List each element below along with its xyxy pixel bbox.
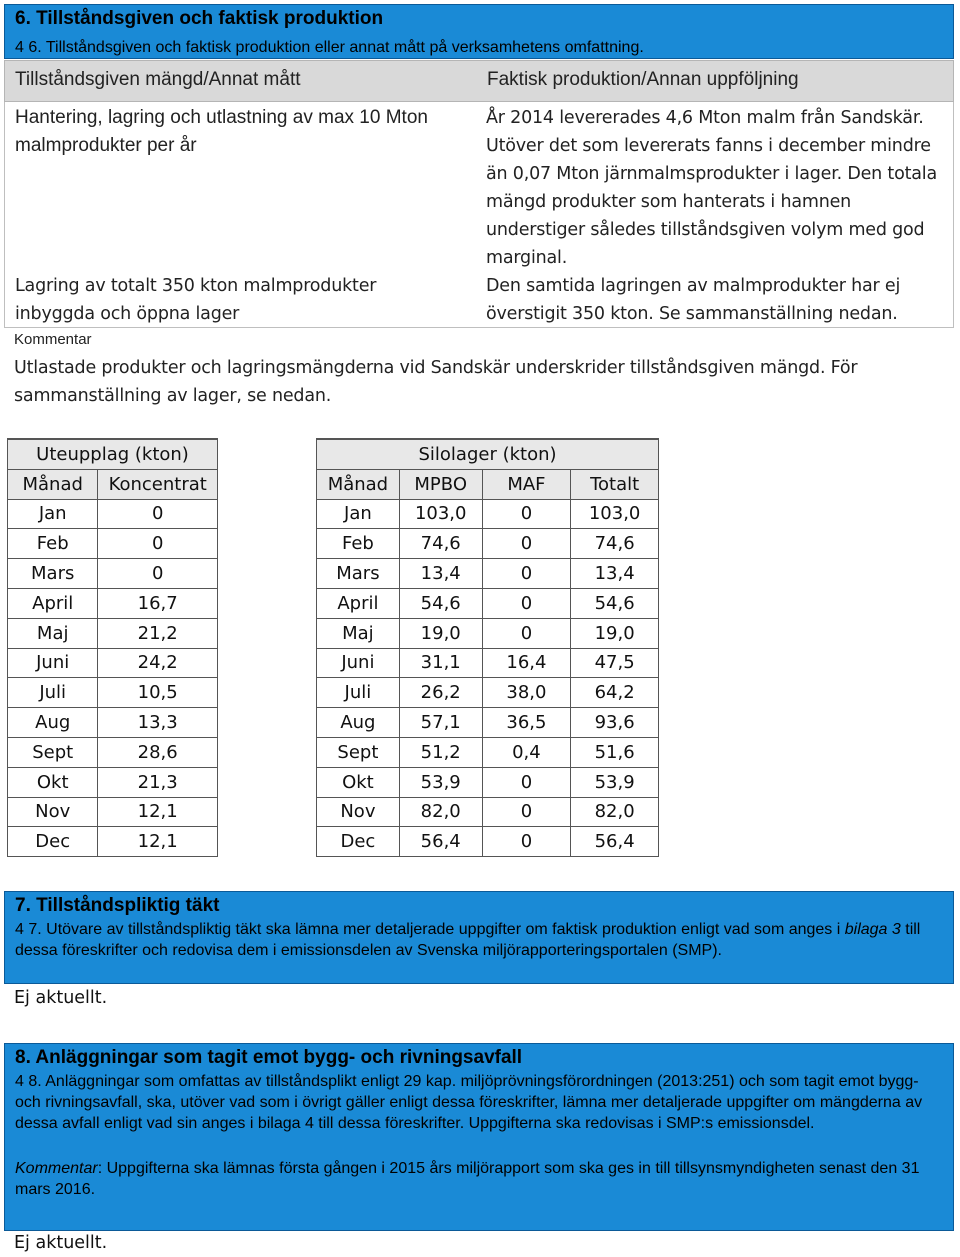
permit-row1-right: År 2014 levererades 4,6 Mton malm från Sandskär. Utöver det som levererats fanns i december mindre än 0,07 Mton järnmalmsprodukter i lager. Den totala mängd produkter som hanterats i hamnen understiger således tillståndsgiven volym med god marginal. <box>486 108 937 268</box>
silolager-cell: 57,1 <box>399 708 482 738</box>
silolager-cell: 0 <box>482 499 571 529</box>
uteupplag-cell: Juli <box>8 678 98 708</box>
uteupplag-cell: Juni <box>8 648 98 678</box>
uteupplag-cell: 13,3 <box>98 708 218 738</box>
uteupplag-row <box>8 499 218 529</box>
uteupplag-row <box>8 648 218 678</box>
silolager-cell: 0 <box>482 618 571 648</box>
silolager-cell: 53,9 <box>399 767 482 797</box>
permit-table-header <box>4 60 954 102</box>
silolager-cell: 74,6 <box>571 529 659 559</box>
comment-label: Kommentar <box>14 331 92 348</box>
uteupplag-cell: Jan <box>8 499 98 529</box>
section-8-comment-text: : Uppgifterna ska lämnas första gången i 2015 års miljörapport som ska ges in till tillsynsmyndigheten senast den 31 mars 2016. <box>15 1160 920 1198</box>
silolager-cell: Juni <box>317 648 400 678</box>
silolager-cell: 82,0 <box>399 797 482 827</box>
permit-header-right: Faktisk produktion/Annan uppföljning <box>487 69 799 90</box>
uteupplag-cell: 10,5 <box>98 678 218 708</box>
silolager-cell: 103,0 <box>571 499 659 529</box>
silolager-row <box>317 708 659 738</box>
uteupplag-cell: 0 <box>98 529 218 559</box>
silolager-row <box>317 648 659 678</box>
silolager-cell: 0 <box>482 797 571 827</box>
section-7-text <box>15 919 943 961</box>
permit-row2-left: Lagring av totalt 350 kton malmprodukter inbyggda och öppna lager <box>15 276 377 324</box>
silolager-cell: 56,4 <box>399 827 482 857</box>
section-8-comment <box>15 1158 943 1200</box>
uteupplag-row <box>8 559 218 589</box>
uteupplag-cell: 12,1 <box>98 827 218 857</box>
section-8-comment-label: Kommentar <box>15 1160 98 1177</box>
uteupplag-row <box>8 827 218 857</box>
permit-row2-right: Den samtida lagringen av malmprodukter har ej överstigit 350 kton. Se sammanställning nedan. <box>486 276 901 324</box>
silolager-row <box>317 737 659 767</box>
silolager-cell: 19,0 <box>571 618 659 648</box>
silolager-cell: 103,0 <box>399 499 482 529</box>
silolager-cell: 16,4 <box>482 648 571 678</box>
uteupplag-row <box>8 588 218 618</box>
permit-header-left: Tillståndsgiven mängd/Annat mått <box>15 69 301 90</box>
silolager-cell: 93,6 <box>571 708 659 738</box>
silolager-row <box>317 618 659 648</box>
silolager-cell: 53,9 <box>571 767 659 797</box>
silolager-cell: 82,0 <box>571 797 659 827</box>
uteupplag-cell: Dec <box>8 827 98 857</box>
silolager-col-mpbo: MPBO <box>399 469 482 499</box>
uteupplag-col-month: Månad <box>8 469 98 499</box>
uteupplag-row <box>8 737 218 767</box>
section-8-title: 8. Anläggningar som tagit emot bygg- och rivningsavfall <box>15 1047 523 1068</box>
uteupplag-cell: Mars <box>8 559 98 589</box>
uteupplag-cell: 0 <box>98 559 218 589</box>
silolager-cell: 64,2 <box>571 678 659 708</box>
silolager-row <box>317 588 659 618</box>
silolager-cell: Maj <box>317 618 400 648</box>
silolager-cell: Aug <box>317 708 400 738</box>
uteupplag-cell: 21,3 <box>98 767 218 797</box>
section-8-answer: Ej aktuellt. <box>14 1233 108 1253</box>
silolager-cell: 0,4 <box>482 737 571 767</box>
uteupplag-row <box>8 529 218 559</box>
silolager-cell: 54,6 <box>571 588 659 618</box>
silolager-cell: 0 <box>482 827 571 857</box>
uteupplag-cell: 24,2 <box>98 648 218 678</box>
silolager-row <box>317 499 659 529</box>
section-7-text-b: till dessa föreskrifter och redovisa dem i emissionsdelen av Svenska miljörapporteringsportalen (SMP). <box>15 921 921 959</box>
uteupplag-cell: Okt <box>8 767 98 797</box>
silolager-cell: 0 <box>482 529 571 559</box>
silolager-cell: 13,4 <box>399 559 482 589</box>
uteupplag-cell: Nov <box>8 797 98 827</box>
uteupplag-row <box>8 618 218 648</box>
section-7-text-italic: bilaga 3 <box>844 921 901 938</box>
silolager-row <box>317 678 659 708</box>
uteupplag-cell: 28,6 <box>98 737 218 767</box>
silolager-cell: Okt <box>317 767 400 797</box>
silolager-title: Silolager (kton) <box>317 439 659 469</box>
uteupplag-cell: 0 <box>98 499 218 529</box>
silolager-cell: 13,4 <box>571 559 659 589</box>
uteupplag-row <box>8 767 218 797</box>
uteupplag-cell: Sept <box>8 737 98 767</box>
silolager-cell: 36,5 <box>482 708 571 738</box>
silolager-cell: 31,1 <box>399 648 482 678</box>
silolager-row <box>317 767 659 797</box>
section-7-text-a: 4 7. Utövare av tillståndspliktig täkt ska lämna mer detaljerade uppgifter om faktisk produktion enligt vad som anges i <box>15 921 845 938</box>
silolager-row <box>317 529 659 559</box>
uteupplag-row <box>8 797 218 827</box>
section-8-text: 4 8. Anläggningar som omfattas av tillståndsplikt enligt 29 kap. miljöprövningsförordningen (2013:251) och som tagit emot bygg- och rivningsavfall, ska, utöver vad som i övrigt gäller enligt dessa föreskrifter, lämna mer detaljerade uppgifter om mängderna av dessa avfall enligt vad sin anges i bilaga 4 till dessa föreskrifter. Uppgifterna ska redovisas i SMP:s emissionsdel. <box>15 1073 923 1132</box>
silolager-cell: April <box>317 588 400 618</box>
silolager-cell: 19,0 <box>399 618 482 648</box>
section-6-title: 6. Tillståndsgiven och faktisk produktion <box>15 8 384 29</box>
uteupplag-table <box>7 438 218 857</box>
uteupplag-cell: 12,1 <box>98 797 218 827</box>
section-7-title: 7. Tillståndspliktig täkt <box>15 895 220 916</box>
silolager-cell: Dec <box>317 827 400 857</box>
uteupplag-cell: 16,7 <box>98 588 218 618</box>
silolager-cell: 74,6 <box>399 529 482 559</box>
silolager-cell: 56,4 <box>571 827 659 857</box>
silolager-cell: 47,5 <box>571 648 659 678</box>
silolager-cell: 51,6 <box>571 737 659 767</box>
silolager-cell: 51,2 <box>399 737 482 767</box>
silolager-col-maf: MAF <box>482 469 571 499</box>
silolager-cell: Sept <box>317 737 400 767</box>
uteupplag-cell: Maj <box>8 618 98 648</box>
silolager-cell: Nov <box>317 797 400 827</box>
section-7-answer: Ej aktuellt. <box>14 988 108 1008</box>
uteupplag-cell: April <box>8 588 98 618</box>
uteupplag-row <box>8 678 218 708</box>
silolager-col-month: Månad <box>317 469 400 499</box>
silolager-cell: 38,0 <box>482 678 571 708</box>
silolager-cell: 0 <box>482 559 571 589</box>
silolager-row <box>317 559 659 589</box>
uteupplag-cell: 21,2 <box>98 618 218 648</box>
permit-row1-left: Hantering, lagring och utlastning av max 10 Mton malmprodukter per år <box>15 107 428 156</box>
uteupplag-cell: Aug <box>8 708 98 738</box>
silolager-row <box>317 797 659 827</box>
uteupplag-cell: Feb <box>8 529 98 559</box>
section-8-box <box>4 1043 954 1231</box>
section-6-subtitle: 4 6. Tillståndsgiven och faktisk produktion eller annat mått på verksamhetens omfattning. <box>15 39 644 56</box>
silolager-cell: Feb <box>317 529 400 559</box>
section-6-header <box>4 4 954 59</box>
silolager-cell: 54,6 <box>399 588 482 618</box>
uteupplag-col-koncentrat: Koncentrat <box>98 469 218 499</box>
silolager-cell: 0 <box>482 767 571 797</box>
section-7-box <box>4 891 954 984</box>
silolager-row <box>317 827 659 857</box>
silolager-cell: 26,2 <box>399 678 482 708</box>
uteupplag-row <box>8 708 218 738</box>
silolager-cell: Mars <box>317 559 400 589</box>
uteupplag-title: Uteupplag (kton) <box>8 439 218 469</box>
comment-text: Utlastade produkter och lagringsmängderna vid Sandskär underskrider tillståndsgiven mängd. För sammanställning av lager, se nedan. <box>14 358 858 406</box>
silolager-cell: 0 <box>482 588 571 618</box>
silolager-table <box>316 438 659 857</box>
silolager-col-totalt: Totalt <box>571 469 659 499</box>
silolager-cell: Jan <box>317 499 400 529</box>
silolager-cell: Juli <box>317 678 400 708</box>
permit-table-body <box>4 102 954 328</box>
